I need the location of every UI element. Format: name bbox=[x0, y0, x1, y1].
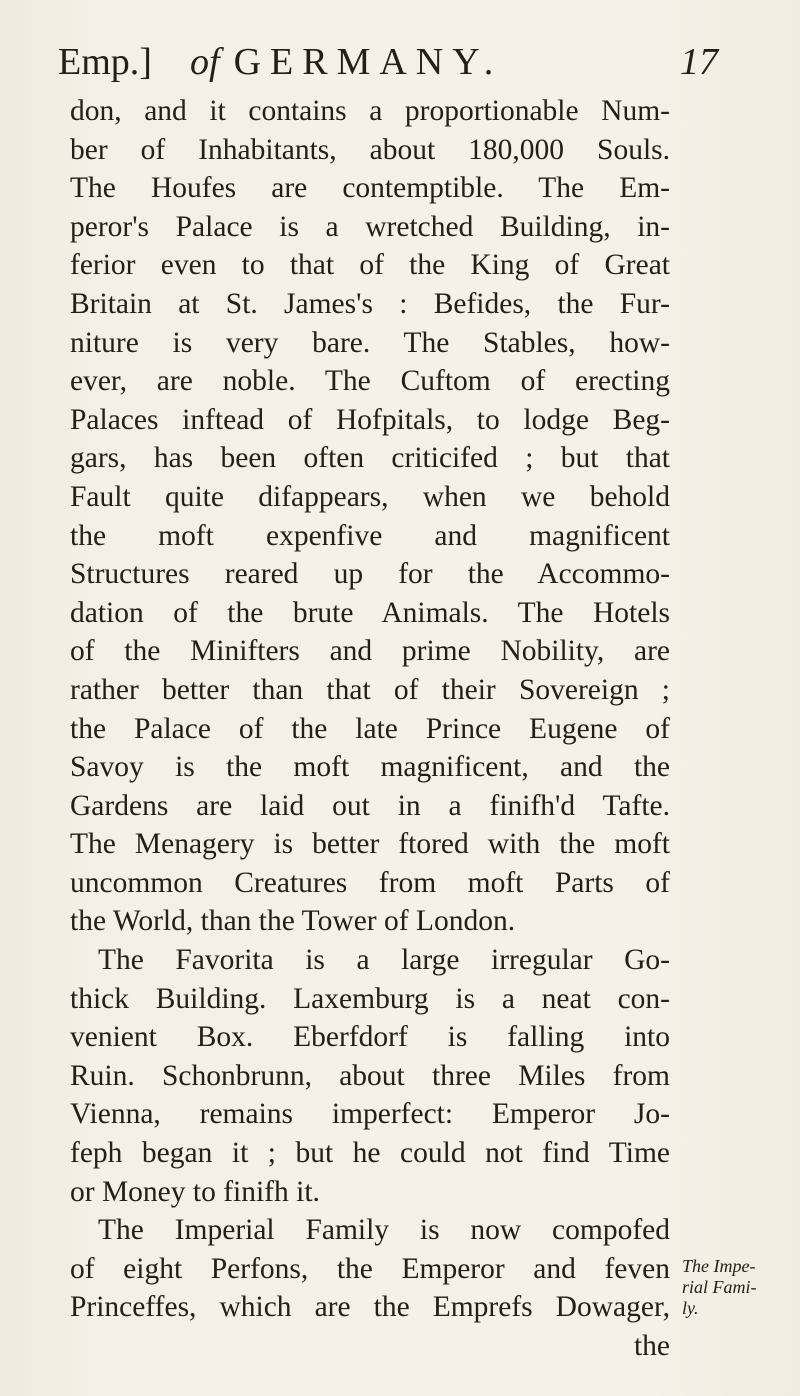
text-line: Savoy is the moft magnificent, and the bbox=[70, 751, 670, 784]
text-line: feph began it ; but he could not find Time bbox=[70, 1137, 670, 1170]
header-section: Emp.] bbox=[58, 41, 152, 83]
catchword: the bbox=[633, 1330, 670, 1362]
text-line: or Money to finifh it. bbox=[70, 1175, 320, 1208]
text-line: of eight Perfons, the Emperor and feven bbox=[70, 1252, 670, 1285]
header-country: GERMANY. bbox=[233, 41, 503, 83]
text-line: The Imperial Family is now compofed bbox=[98, 1214, 670, 1247]
text-line: the moft expenfive and magnificent bbox=[70, 519, 670, 552]
text-line: Vienna, remains imperfect: Emperor Jo- bbox=[70, 1098, 670, 1131]
text-line: don, and it contains a proportionable Num- bbox=[70, 95, 670, 127]
text-line: thick Building. Laxemburg is a neat con- bbox=[70, 982, 670, 1015]
marginal-note bbox=[682, 1256, 794, 1319]
text-line: peror's Palace is a wretched Building, in- bbox=[70, 210, 670, 243]
header-title bbox=[190, 40, 502, 84]
text-line: Ruin. Schonbrunn, about three Miles from bbox=[70, 1059, 670, 1092]
text-line: gars, has been often criticifed ; but that bbox=[70, 442, 670, 475]
text-line: Princeffes, which are the Emprefs Dowager, bbox=[70, 1291, 670, 1324]
margin-note-line: rial Fami- bbox=[682, 1277, 757, 1297]
text-line: venient Box. Eberfdorf is falling into bbox=[70, 1021, 670, 1054]
text-line: of the Minifters and prime Nobility, are bbox=[70, 635, 670, 668]
text-line: Fault quite difappears, when we behold bbox=[70, 480, 670, 513]
margin-note-line: The Impe- bbox=[682, 1256, 756, 1276]
running-header bbox=[58, 40, 718, 90]
text-line: Palaces inftead of Hofpitals, to lodge Beg- bbox=[70, 403, 670, 436]
text-line: Structures reared up for the Accommo- bbox=[70, 558, 670, 591]
text-line: dation of the brute Animals. The Hotels bbox=[70, 596, 670, 629]
text-line: the Palace of the late Prince Eugene of bbox=[70, 712, 670, 745]
text-line: Gardens are laid out in a finifh'd Tafte. bbox=[70, 789, 670, 822]
text-line: The Houfes are contemptible. The Em- bbox=[70, 172, 670, 205]
text-line: ever, are noble. The Cuftom of erecting bbox=[70, 365, 670, 398]
text-line: The Favorita is a large irregular Go- bbox=[98, 944, 670, 977]
text-line: the World, than the Tower of London. bbox=[70, 905, 516, 938]
text-line: Britain at St. James's : Befides, the Fur- bbox=[70, 287, 670, 320]
text-line: ber of Inhabitants, about 180,000 Souls. bbox=[70, 133, 670, 166]
header-of: of bbox=[190, 41, 220, 83]
text-line: niture is very bare. The Stables, how- bbox=[70, 326, 670, 359]
margin-note-line: ly. bbox=[682, 1298, 699, 1318]
page-number: 17 bbox=[680, 41, 718, 83]
text-line: ferior even to that of the King of Great bbox=[70, 249, 670, 282]
text-line: uncommon Creatures from moft Parts of bbox=[70, 866, 670, 899]
text-line: rather better than that of their Sovereign ; bbox=[70, 673, 670, 706]
body-text bbox=[70, 92, 670, 1366]
text-line: The Menagery is better ftored with the moft bbox=[70, 828, 670, 861]
